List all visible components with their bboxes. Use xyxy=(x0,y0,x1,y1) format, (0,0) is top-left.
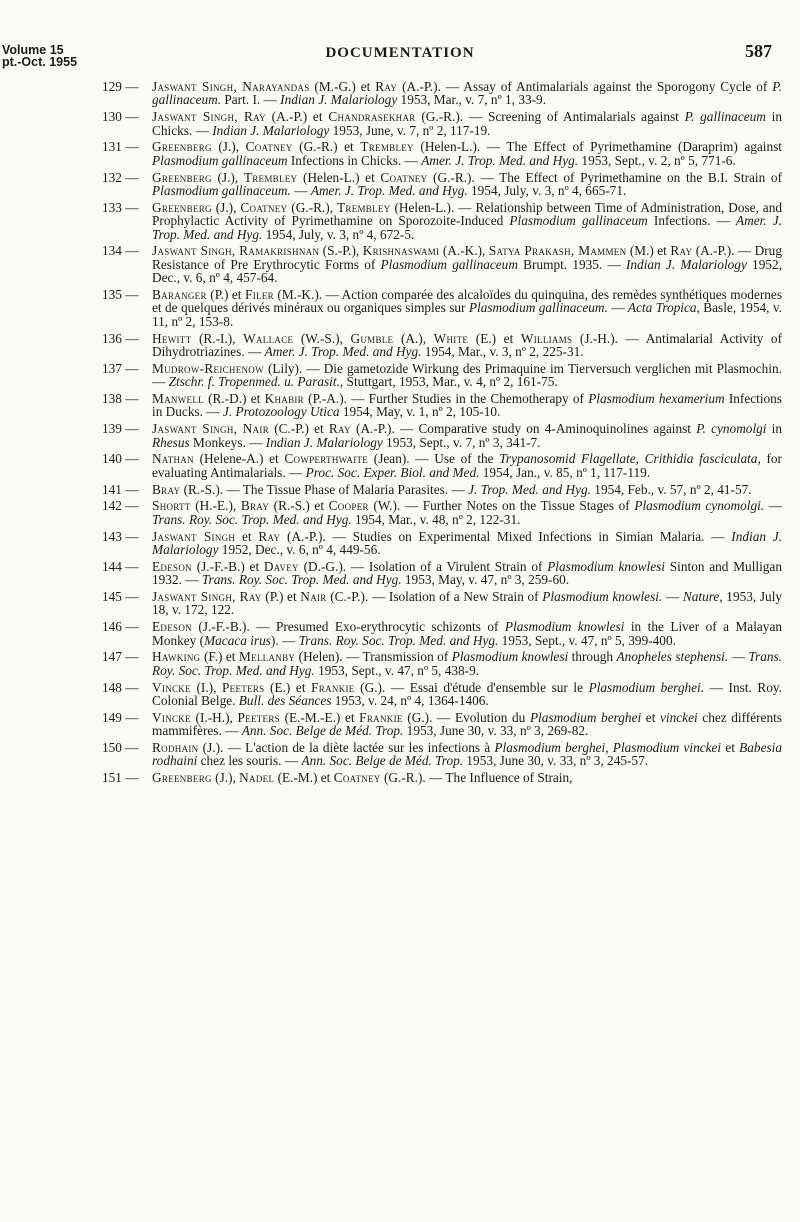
reference-segment: (G.-R.) et xyxy=(292,139,361,155)
reference-segment: Stuttgart, 1953, Mar., v. 4, nº 2, 161-75. xyxy=(343,374,558,390)
volume-line-2: pt.-Oct. 1955 xyxy=(2,55,78,69)
author-name: Manwell xyxy=(152,391,204,407)
reference-number: 138 — xyxy=(102,391,139,407)
reference-entry xyxy=(102,392,782,419)
reference-segment: (A.-P.). — Studies on Experimental Mixed Infections in Simian Malaria. — xyxy=(280,528,732,544)
italic-title: Anopheles stephensi. xyxy=(616,649,729,665)
italic-title: Trans. Roy. Soc. Trop. Med. and Hyg. xyxy=(201,572,402,588)
reference-segment: (W.). — Further Notes on the Tissue Stages of xyxy=(368,498,635,514)
reference-number: 146 — xyxy=(102,619,139,635)
reference-entry xyxy=(102,771,782,784)
reference-segment: 1953, July 18, v. 172, 122. xyxy=(152,589,783,618)
reference-text xyxy=(152,140,782,167)
reference-segment: — Inst. Roy. Colonial Belge. xyxy=(152,679,782,709)
reference-segment: 1953, Sept., v. 47, nº 5, 438-9. xyxy=(314,662,480,678)
reference-text xyxy=(152,362,782,389)
reference-segment: through xyxy=(568,649,617,665)
italic-title: J. Trop. Med. and Hyg. xyxy=(468,481,591,497)
author-name: Mudrow-Reichenow xyxy=(152,360,264,376)
reference-segment: (G.-R.). — The Influence of Strain, xyxy=(380,770,573,786)
author-name: Ray xyxy=(375,79,398,94)
reference-segment: (E.-M.) et xyxy=(274,770,334,786)
reference-segment: (H.-E.), xyxy=(190,498,241,514)
reference-entry xyxy=(102,244,782,284)
reference-entry xyxy=(102,711,782,738)
reference-entry xyxy=(102,483,782,496)
reference-segment: Basle, 1954, v. 11, nº 2, 153-8. xyxy=(152,300,782,329)
author-name: Jaswant Singh, Ray xyxy=(152,109,266,125)
author-name: Satya Prakash, Mammen xyxy=(488,243,627,259)
reference-number: 148 — xyxy=(102,679,139,695)
reference-segment: chez les souris. — xyxy=(197,753,302,769)
italic-title: Plasmodium gallinaceum xyxy=(380,256,518,272)
author-name: Greenberg xyxy=(152,169,212,185)
italic-title: Trans. Roy. Soc. Trop. Med. and Hyg. xyxy=(298,632,499,648)
reference-segment: (Helen). — Transmission of xyxy=(295,649,452,665)
author-name: Bray xyxy=(152,481,181,497)
reference-segment: Monkeys. — xyxy=(189,434,266,450)
reference-entry xyxy=(102,110,782,137)
italic-title: Bull. des Séances xyxy=(238,693,332,709)
reference-segment: (W.-S.), xyxy=(293,330,351,346)
italic-title: Plasmodium knowlesi xyxy=(547,558,665,574)
reference-text xyxy=(152,590,782,617)
italic-title: vinckei xyxy=(660,709,698,725)
reference-number: 132 — xyxy=(102,169,139,185)
author-name: Ray xyxy=(328,421,351,437)
reference-text xyxy=(152,80,782,107)
reference-segment: Brumpt. 1935. — xyxy=(517,256,626,272)
reference-segment: (S.-P.), xyxy=(319,243,363,259)
italic-title: Plasmodium gallinaceum. xyxy=(468,300,608,316)
italic-title: Plasmodium knowlesi xyxy=(504,619,625,635)
italic-title: J. Protozoology Utica xyxy=(222,404,340,420)
reference-entry xyxy=(102,530,782,557)
page-title: DOCUMENTATION xyxy=(325,45,475,61)
reference-number: 137 — xyxy=(102,360,139,376)
author-name: Cowperthwaite xyxy=(284,451,369,467)
author-name: White xyxy=(433,330,469,346)
reference-text xyxy=(152,711,782,738)
reference-segment: (P.-A.). — Further Studies in the Chemotherapy of xyxy=(303,391,589,407)
author-name: Peeters xyxy=(237,709,280,725)
reference-segment: — xyxy=(764,498,783,514)
author-name: Ray xyxy=(258,528,281,544)
italic-title: Plasmodium berghei xyxy=(529,709,642,725)
italic-title: Plasmodium berghei. xyxy=(588,679,705,695)
author-name: Edeson xyxy=(152,558,192,574)
reference-number: 149 — xyxy=(102,709,139,725)
reference-segment: (J.-F.-B.) et xyxy=(191,558,264,574)
author-name: Jaswant Singh xyxy=(152,528,236,544)
reference-text xyxy=(152,499,782,526)
italic-title: Trans. Roy. Soc. Trop. Med. and Hyg. xyxy=(152,511,352,527)
page-number: 587 xyxy=(745,41,772,61)
author-name: Nadel xyxy=(239,770,275,786)
reference-segment: (J.), xyxy=(211,139,246,155)
reference-entry xyxy=(102,499,782,526)
author-name: Wallace xyxy=(243,330,294,346)
reference-entry xyxy=(102,422,782,449)
reference-entry xyxy=(102,650,782,677)
reference-segment: 1954, Feb., v. 57, nº 2, 41-57. xyxy=(590,481,752,497)
author-name: Gumble xyxy=(350,330,394,346)
italic-title: Babesia rodhaini xyxy=(152,740,782,769)
reference-segment: (G.-R.). — Screening of Antimalarials against xyxy=(415,109,685,125)
reference-text xyxy=(152,422,782,449)
reference-text xyxy=(152,452,782,479)
reference-segment: Part. I. — xyxy=(221,92,281,108)
author-name: Filer xyxy=(245,287,274,303)
italic-title: Plasmodium gallinaceum xyxy=(509,213,648,229)
italic-title: Plasmodium hexamerium xyxy=(588,391,725,407)
author-name: Trembley xyxy=(360,139,414,155)
italic-title: P. gallinaceum xyxy=(684,109,766,125)
italic-title: Macaca irus xyxy=(204,632,271,648)
reference-entry xyxy=(102,590,782,617)
author-name: Jaswant Singh, Narayandas xyxy=(152,79,310,94)
reference-segment: — xyxy=(662,589,683,605)
reference-segment: 1952, Dec., v. 6, nº 4, 449-56. xyxy=(218,542,381,558)
author-name: Rodhain xyxy=(152,740,199,756)
author-name: Jaswant Singh, Ray xyxy=(152,589,262,605)
reference-text xyxy=(152,332,782,359)
reference-list xyxy=(102,80,782,788)
reference-text xyxy=(152,681,782,708)
italic-title: Acta Tropica, xyxy=(627,300,700,316)
italic-title: Ztschr. f. Tropenmed. u. Parasit., xyxy=(168,374,344,390)
reference-text xyxy=(152,483,782,496)
reference-segment: 1953, Sept., v. 47, nº 5, 399-400. xyxy=(498,632,676,648)
reference-segment: — xyxy=(290,183,311,199)
reference-segment: (M.-K.). — Action comparée des alcaloïdes du quinquina, des remèdes synthétiques modernes et de quelques dérivés minéraux ou organiques simples sur xyxy=(152,287,783,316)
author-name: Greenberg xyxy=(152,199,212,215)
reference-segment: (A.-P.). — Drug Resistance of Pre Erythrocytic Forms of xyxy=(152,243,782,272)
reference-segment: 1953, Sept., v. 7, nº 3, 341-7. xyxy=(382,434,541,450)
reference-segment: (E.) et xyxy=(468,330,521,346)
reference-segment: et xyxy=(641,709,661,725)
reference-segment: in xyxy=(766,421,783,437)
reference-segment: in Chicks. — xyxy=(152,109,783,138)
author-name: Edeson xyxy=(152,619,192,635)
author-name: Nathan xyxy=(152,451,194,467)
reference-text xyxy=(152,244,782,284)
reference-entry xyxy=(102,620,782,647)
reference-text xyxy=(152,530,782,557)
italic-title: Plasmodium berghei, Plasmodium vinckei xyxy=(494,740,722,756)
italic-title: Ann. Soc. Belge de Méd. Trop. xyxy=(301,753,464,769)
reference-segment: 1953, Sept., v. 2, nº 5, 771-6. xyxy=(578,152,736,168)
reference-segment: (Jean). — Use of the xyxy=(368,451,500,467)
italic-title: P. gallinaceum. xyxy=(152,79,782,108)
author-name: Mellanby xyxy=(238,649,296,665)
reference-segment: (J.-H.). — Antimalarial Activity of Dihydrotriazines. — xyxy=(152,330,782,360)
italic-title: Proc. Soc. Exper. Biol. and Med. xyxy=(305,464,480,480)
reference-segment: Infections in Chicks. — xyxy=(287,152,422,168)
reference-text xyxy=(152,288,782,328)
author-name: Trembley xyxy=(243,169,298,185)
italic-title: Plasmodium gallinaceum. xyxy=(152,183,291,199)
reference-segment: (G.). — Essai d'étude d'ensemble sur le xyxy=(354,679,589,695)
italic-title: Trans. Roy. Soc. Trop. Med. and Hyg. xyxy=(152,649,782,678)
reference-segment: (G.). — Evolution du xyxy=(402,709,530,725)
reference-segment: for evaluating Antimalarials. — xyxy=(152,451,782,480)
reference-number: 150 — xyxy=(102,740,139,756)
reference-segment: (C.-P.). — Isolation of a New Strain of xyxy=(326,589,543,605)
author-name: Coatney xyxy=(245,139,293,155)
italic-title: Amer. J. Trop. Med. and Hyg. xyxy=(264,344,422,360)
italic-title: Indian J. Malariology xyxy=(625,256,747,272)
author-name: Vincke xyxy=(152,709,191,725)
reference-segment: (J.-F.-B.). — Presumed Exo-erythrocytic schizonts of xyxy=(191,619,505,635)
reference-number: 142 — xyxy=(102,498,139,514)
reference-segment: (Lily). — Die gametozide Wirkung des Primaquine im Tierversuch verglichen mit Plasmochin. — xyxy=(152,360,782,390)
reference-segment: (A.-P.). — Assay of Antimalarials against the Sporogony Cycle of xyxy=(397,79,773,94)
reference-number: 130 — xyxy=(102,109,139,125)
reference-segment: (J.), xyxy=(211,169,244,185)
reference-number: 139 — xyxy=(102,421,139,437)
reference-segment: (R.-I.), xyxy=(191,330,244,346)
author-name: Baranger xyxy=(152,287,207,303)
author-name: Jaswant Singh, Nair xyxy=(152,421,270,437)
author-name: Trembley xyxy=(336,199,391,215)
italic-title: Plasmodium knowlesi. xyxy=(542,589,663,605)
reference-number: 133 — xyxy=(102,199,139,215)
reference-segment: (R.-S.) et xyxy=(269,498,329,514)
author-name: Khabir xyxy=(264,391,304,407)
author-name: Greenberg xyxy=(152,770,212,786)
reference-segment: et xyxy=(721,740,740,756)
reference-segment: 1953, Mar., v. 7, nº 1, 33-9. xyxy=(397,92,547,108)
reference-segment: 1954, Mar., v. 48, nº 2, 122-31. xyxy=(351,511,521,527)
reference-number: 145 — xyxy=(102,589,139,605)
reference-number: 129 — xyxy=(102,79,139,94)
italic-title: Indian J. Malariology xyxy=(212,122,330,138)
reference-segment: (R.-D.) et xyxy=(203,391,265,407)
reference-segment: (Helene-A.) et xyxy=(193,451,285,467)
reference-segment: 1953, v. 24, nº 4, 1364-1406. xyxy=(331,693,489,709)
reference-text xyxy=(152,620,782,647)
reference-segment: (Helen-L.). — Relationship between Time of Administration, Dose, and Prophylactic Activity of Pyrimethamine on Sporozoite-Induced xyxy=(152,199,783,229)
italic-title: Amer. J. Trop. Med. and Hyg. xyxy=(152,213,782,242)
reference-segment: (A.-P.). — Comparative study on 4-Aminoquinolines against xyxy=(350,421,697,437)
author-name: Hewitt xyxy=(152,330,192,346)
author-name: Bray xyxy=(240,498,270,514)
author-name: Williams xyxy=(520,330,573,346)
author-name: Frankie xyxy=(359,709,403,725)
reference-segment: (M.-G.) et xyxy=(309,79,376,94)
reference-segment: (F.) et xyxy=(200,649,239,665)
reference-entry xyxy=(102,452,782,479)
reference-entry xyxy=(102,201,782,241)
reference-number: 135 — xyxy=(102,287,139,303)
reference-text xyxy=(152,110,782,137)
reference-entry xyxy=(102,332,782,359)
reference-number: 141 — xyxy=(102,481,139,497)
reference-segment: (P.) et xyxy=(261,589,301,605)
reference-segment: in the Liver of a Malayan Monkey ( xyxy=(152,619,783,648)
reference-segment: (P.) et xyxy=(206,287,246,303)
reference-segment: (D.-G.). — Isolation of a Virulent Strain of xyxy=(298,558,548,574)
reference-text xyxy=(152,560,782,587)
italic-title: Trypanosomid Flagellate, Crithidia fasciculata, xyxy=(499,451,761,467)
author-name: Chandrasekhar xyxy=(328,109,416,125)
reference-text xyxy=(152,771,782,784)
reference-segment: (I.-H.), xyxy=(190,709,238,725)
author-name: Krishnaswami xyxy=(362,243,440,259)
italic-title: Amer. J. Trop. Med. and Hyg. xyxy=(421,152,579,168)
reference-segment: — xyxy=(728,649,749,665)
reference-entry xyxy=(102,80,782,107)
reference-segment: (Helen-L.) et xyxy=(297,169,381,185)
author-name: Ray xyxy=(670,243,693,259)
author-name: Jaswant Singh, Ramakrishnan xyxy=(152,243,320,259)
reference-entry xyxy=(102,362,782,389)
reference-segment: (R.-S.). — The Tissue Phase of Malaria Parasites. — xyxy=(180,481,469,497)
reference-text xyxy=(152,392,782,419)
reference-segment: 1954, Mar., v. 3, nº 2, 225-31. xyxy=(421,344,584,360)
reference-segment: 1954, Jan., v. 85, nº 1, 117-119. xyxy=(479,464,651,480)
reference-entry xyxy=(102,288,782,328)
reference-segment: (A.), xyxy=(393,330,434,346)
volume-line-1: Volume 15 xyxy=(2,43,64,57)
reference-number: 140 — xyxy=(102,451,139,467)
italic-title: Indian J. Malariology xyxy=(280,92,398,108)
reference-segment: Sinton and Mulligan 1932. — xyxy=(152,558,782,588)
italic-title: Rhesus xyxy=(152,434,190,450)
reference-segment: (C.-P.) et xyxy=(269,421,329,437)
reference-text xyxy=(152,741,782,768)
reference-segment: (G.-R.). — The Effect of Pyrimethamine on the B.I. Strain of xyxy=(427,169,782,185)
author-name: Cooper xyxy=(328,498,369,514)
reference-segment: 1953, June, v. 7, nº 2, 117-19. xyxy=(329,122,491,138)
reference-segment: (A.-K.), xyxy=(439,243,489,259)
reference-segment: (G.-R.), xyxy=(287,199,337,215)
reference-segment: (J.), xyxy=(211,770,240,786)
author-name: Hawking xyxy=(152,649,201,665)
italic-title: Indian J. Malariology xyxy=(152,528,782,558)
author-name: Shortt xyxy=(152,498,191,514)
reference-segment: (J.). — L'action de la diète lactée sur les infections à xyxy=(198,740,495,756)
italic-title: Nature, xyxy=(682,589,723,605)
reference-number: 147 — xyxy=(102,649,139,665)
reference-number: 136 — xyxy=(102,330,139,346)
author-name: Coatney xyxy=(380,169,428,185)
reference-number: 131 — xyxy=(102,139,139,155)
reference-number: 151 — xyxy=(102,770,139,786)
author-name: Coatney xyxy=(333,770,381,786)
author-name: Coatney xyxy=(240,199,288,215)
reference-entry xyxy=(102,171,782,198)
reference-segment: 1954, May, v. 1, nº 2, 105-10. xyxy=(339,404,501,420)
reference-segment: 1954, July, v. 3, nº 4, 665-71. xyxy=(467,183,627,199)
reference-segment: Infections. — xyxy=(647,213,736,229)
reference-entry xyxy=(102,140,782,167)
italic-title: Plasmodium gallinaceum xyxy=(152,152,288,168)
reference-entry xyxy=(102,741,782,768)
reference-segment: (E.-M.-E.) et xyxy=(279,709,360,725)
reference-segment: (J.), xyxy=(211,199,241,215)
reference-segment: — xyxy=(607,300,628,316)
italic-title: Indian J. Malariology xyxy=(265,434,383,450)
reference-segment: (A.-P.) et xyxy=(265,109,329,125)
italic-title: Plasmodium knowlesi xyxy=(451,649,569,665)
reference-segment: ). — xyxy=(270,632,299,648)
reference-text xyxy=(152,171,782,198)
reference-segment: chez différents mammifères. — xyxy=(152,709,782,739)
reference-segment: (E.) et xyxy=(264,679,312,695)
reference-number: 144 — xyxy=(102,558,139,574)
italic-title: Plasmodium cynomolgi. xyxy=(634,498,765,514)
italic-title: P. cynomolgi xyxy=(696,421,767,437)
author-name: Vincke xyxy=(152,679,191,695)
reference-segment: 1954, July, v. 3, nº 4, 672-5. xyxy=(262,226,415,242)
reference-segment: et xyxy=(235,528,259,544)
author-name: Davey xyxy=(263,558,299,574)
reference-segment: 1953, May, v. 47, nº 3, 259-60. xyxy=(401,572,570,588)
author-name: Greenberg xyxy=(152,139,212,155)
reference-segment: (M.) et xyxy=(626,243,671,259)
reference-number: 134 — xyxy=(102,243,139,259)
reference-segment: 1952, Dec., v. 6, nº 4, 457-64. xyxy=(152,256,782,286)
reference-segment: 1953, June 30, v. 33, nº 3, 245-57. xyxy=(463,753,649,769)
italic-title: Ann. Soc. Belge de Méd. Trop. xyxy=(241,723,404,739)
reference-number: 143 — xyxy=(102,528,139,544)
italic-title: Amer. J. Trop. Med. and Hyg. xyxy=(310,183,468,199)
author-name: Peeters xyxy=(221,679,265,695)
reference-entry xyxy=(102,681,782,708)
reference-segment: 1953, June 30, v. 33, nº 3, 269-82. xyxy=(403,723,589,739)
reference-segment: (I.), xyxy=(190,679,222,695)
reference-segment: Infections in Ducks. — xyxy=(152,391,782,420)
author-name: Frankie xyxy=(311,679,355,695)
reference-text xyxy=(152,201,782,241)
reference-segment: (Helen-L.). — The Effect of Pyrimethamine (Daraprim) against xyxy=(413,139,782,155)
reference-text xyxy=(152,650,782,677)
reference-entry xyxy=(102,560,782,587)
author-name: Nair xyxy=(300,589,327,605)
